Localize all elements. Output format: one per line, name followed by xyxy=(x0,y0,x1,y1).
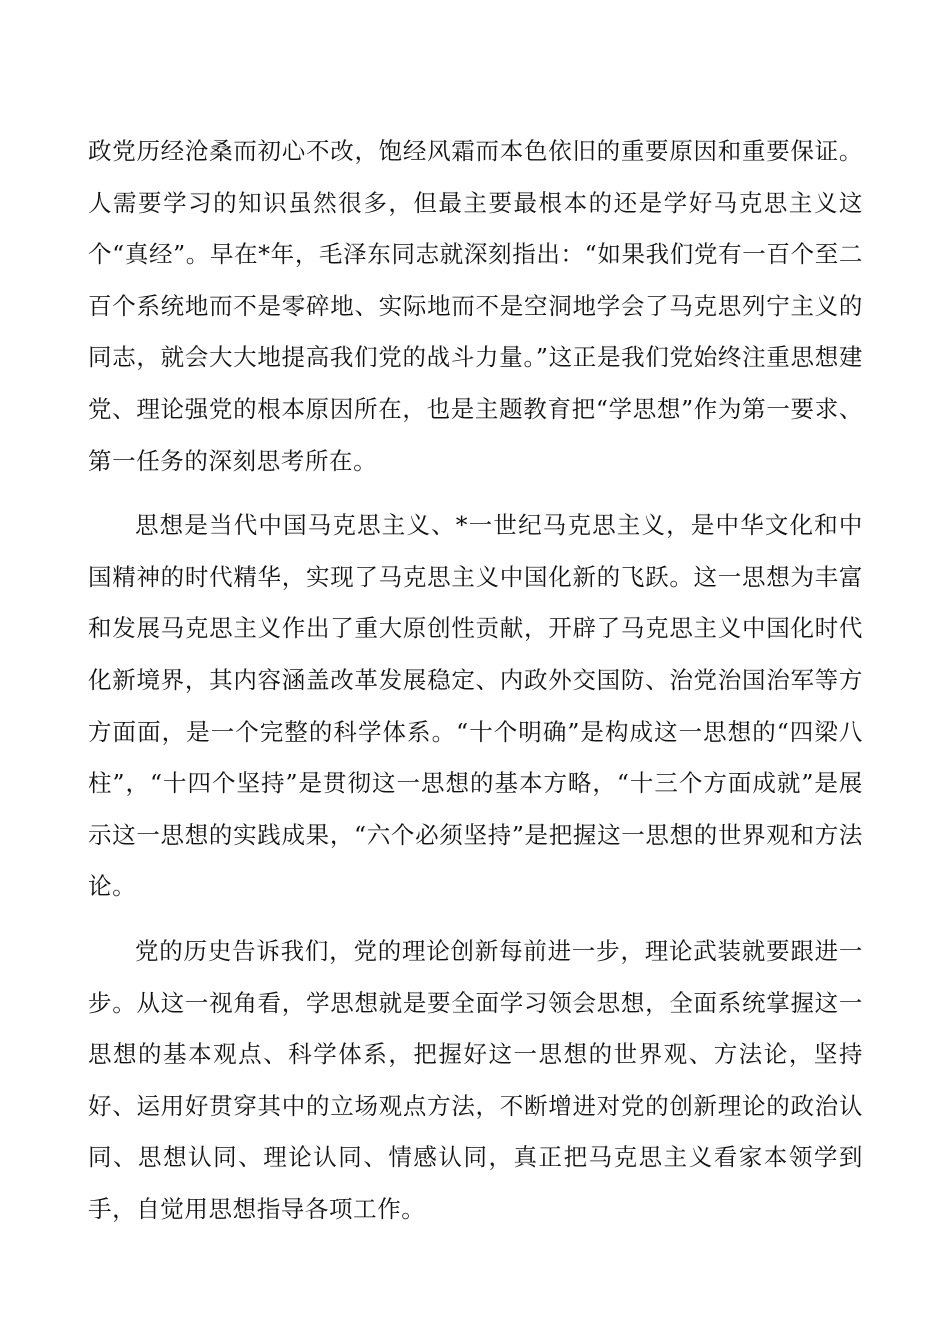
document-body xyxy=(88,126,863,1235)
paragraph-2: 思想是当代中国马克思主义、*一世纪马克思主义，是中华文化和中国精神的时代精华，实现了马克思主义中国化新的飞跃。这一思想为丰富和发展马克思主义作出了重大原创性贡献，开辟了马克思主义中国化时代化新境界，其内容涵盖改革发展稳定、内政外交国防、治党治国治军等方方面面，是一个完整的科学体系。“十个明确”是构成这一思想的“四梁八柱”，“十四个坚持”是贯彻这一思想的基本方略，“十三个方面成就”是展示这一思想的实践成果，“六个必须坚持”是把握这一思想的世界观和方法论。 xyxy=(88,511,863,901)
paragraph-1: 政党历经沧桑而初心不改，饱经风霜而本色依旧的重要原因和重要保证。人需要学习的知识虽然很多，但最主要最根本的还是学好马克思主义这个“真经”。早在*年，毛泽东同志就深刻指出：“如果我们党有一百个至二百个系统地而不是零碎地、实际地而不是空洞地学会了马克思列宁主义的同志，就会大大地提高我们党的战斗力量。”这正是我们党始终注重思想建党、理论强党的根本原因所在，也是主题教育把“学思想”作为第一要求、第一任务的深刻思考所在。 xyxy=(88,137,863,475)
paragraph-3: 党的历史告诉我们，党的理论创新每前进一步，理论武装就要跟进一步。从这一视角看，学思想就是要全面学习领会思想，全面系统掌握这一思想的基本观点、科学体系，把握好这一思想的世界观、方法论，坚持好、运用好贯穿其中的立场观点方法，不断增进对党的创新理论的政治认同、思想认同、理论认同、情感认同，真正把马克思主义看家本领学到手，自觉用思想指导各项工作。 xyxy=(88,936,863,1223)
